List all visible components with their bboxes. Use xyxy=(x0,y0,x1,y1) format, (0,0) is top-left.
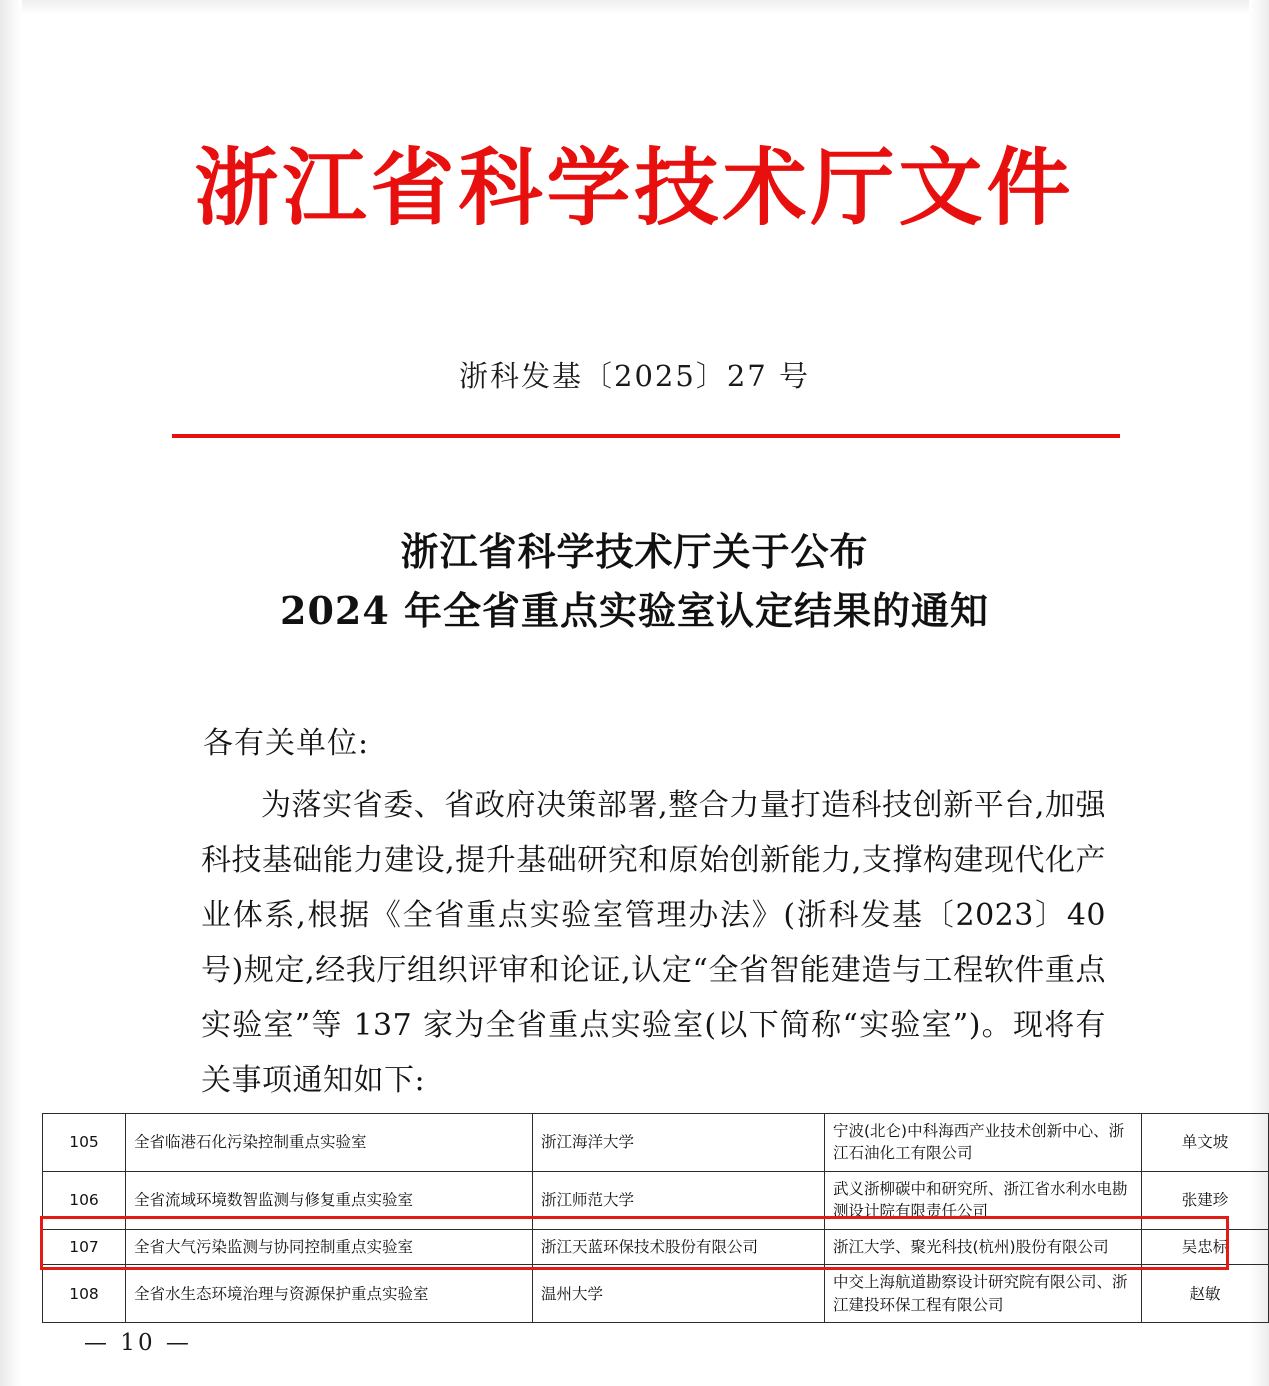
row-lab-name: 全省临港石化污染控制重点实验室 xyxy=(126,1114,533,1172)
row-cooperating-units: 中交上海航道勘察设计研究院有限公司、浙江建投环保工程有限公司 xyxy=(825,1265,1142,1323)
row-host-unit: 浙江师范大学 xyxy=(533,1171,825,1229)
document-number: 浙科发基〔2025〕27 号 xyxy=(459,359,810,393)
results-table xyxy=(42,1113,1269,1323)
notice-headline xyxy=(0,523,1269,641)
headline-line-2: 2024 年全省重点实验室认定结果的通知 xyxy=(280,587,989,633)
row-number: 106 xyxy=(43,1171,126,1229)
salutation: 各有关单位: xyxy=(203,726,370,761)
row-lab-name: 全省大气污染监测与协同控制重点实验室 xyxy=(126,1229,533,1264)
row-number: 105 xyxy=(43,1114,126,1172)
table-row xyxy=(43,1265,1269,1323)
row-host-unit: 浙江天蓝环保技术股份有限公司 xyxy=(533,1229,825,1264)
row-host-unit: 温州大学 xyxy=(533,1265,825,1323)
row-cooperating-units: 宁波(北仑)中科海西产业技术创新中心、浙江石油化工有限公司 xyxy=(825,1114,1142,1172)
page-number: — 10 — xyxy=(84,1330,192,1356)
table-row xyxy=(43,1114,1269,1172)
document-title: 浙江省科学技术厅文件 xyxy=(194,138,1075,237)
results-table-body xyxy=(43,1114,1269,1323)
table-row xyxy=(43,1171,1269,1229)
red-divider-rule xyxy=(172,434,1120,438)
row-person: 张建珍 xyxy=(1142,1171,1269,1229)
row-number: 108 xyxy=(43,1265,126,1323)
body-paragraph: 为落实省委、省政府决策部署,整合力量打造科技创新平台,加强科技基础能力建设,提升基础研究和原始创新能力,支撑构建现代化产业体系,根据《全省重点实验室管理办法》(浙科发基〔2023〕40 号)规定,经我厅组织评审和论证,认定“全省智能建造与工程软件重点实验室”等 137 家为全省重点实验室(以下简称“实验室”)。现将有关事项通知如下: xyxy=(201,788,1106,1098)
row-person: 吴忠标 xyxy=(1142,1229,1269,1264)
headline-line-1: 浙江省科学技术厅关于公布 xyxy=(400,529,869,574)
row-lab-name: 全省水生态环境治理与资源保护重点实验室 xyxy=(126,1265,533,1323)
results-table-wrapper xyxy=(42,1113,1227,1323)
row-person: 赵敏 xyxy=(1142,1265,1269,1323)
row-cooperating-units: 浙江大学、聚光科技(杭州)股份有限公司 xyxy=(825,1229,1142,1264)
row-person: 单文坡 xyxy=(1142,1114,1269,1172)
row-host-unit: 浙江海洋大学 xyxy=(533,1114,825,1172)
row-cooperating-units: 武义浙柳碳中和研究所、浙江省水利水电勘测设计院有限责任公司 xyxy=(825,1171,1142,1229)
row-number: 107 xyxy=(43,1229,126,1264)
scan-edge-top xyxy=(0,0,1269,14)
row-lab-name: 全省流域环境数智监测与修复重点实验室 xyxy=(126,1171,533,1229)
table-row-highlighted xyxy=(43,1229,1269,1264)
